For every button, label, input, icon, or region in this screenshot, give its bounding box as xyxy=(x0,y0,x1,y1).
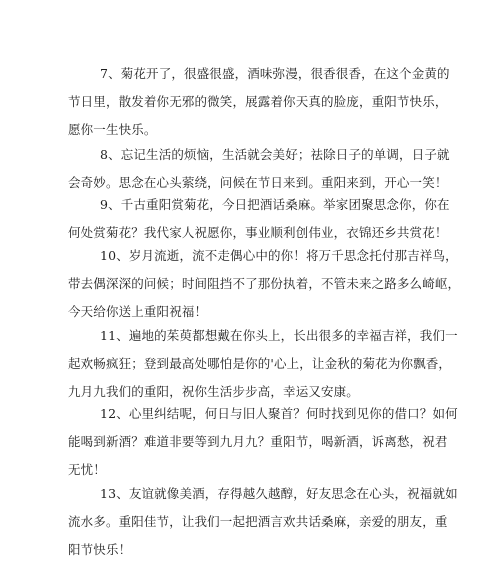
paragraph-10 xyxy=(68,242,461,326)
paragraph-line: 9、千古重阳赏菊花，今日把酒话桑麻。举家团聚思念你，你在 xyxy=(100,197,450,212)
paragraph-line: 九月九我们的重阳，祝你生活步步高，幸运又安康。 xyxy=(68,384,359,399)
paragraph-12 xyxy=(68,400,458,484)
paragraph-line: 7、菊花开了，很盛很盛，酒味弥漫，很香很香，在这个金黄的 xyxy=(100,66,450,81)
paragraph-9 xyxy=(68,191,450,247)
paragraph-line: 会奇妙。思念在心头萦绕，问候在节日来到。重阳来到，开心一笑！ xyxy=(68,175,448,190)
paragraph-7 xyxy=(68,60,450,144)
paragraph-line: 12、心里纠结呢，何日与旧人聚首？何时找到见你的借口？如何 xyxy=(100,406,458,421)
paragraph-line: 何处赏菊花？我代家人祝愿你，事业顺利创伟业，衣锦还乡共赏花！ xyxy=(68,225,448,240)
paragraph-8 xyxy=(68,141,450,197)
paragraph-line: 今天给你送上重阳祝福！ xyxy=(68,304,208,319)
paragraph-13 xyxy=(68,480,458,564)
paragraph-line: 阳节快乐！ xyxy=(68,542,132,557)
paragraph-line: 愿你一生快乐。 xyxy=(68,122,157,137)
paragraph-line: 能喝到新酒？难道非要等到九月九？重阳节，喝新酒，诉离愁，祝君 xyxy=(68,434,448,449)
paragraph-line: 13、友谊就像美酒，存得越久越醇，好友思念在心头，祝福就如 xyxy=(100,486,458,501)
paragraph-11 xyxy=(68,322,458,406)
paragraph-line: 8、忘记生活的烦恼，生活就会美好；祛除日子的单调，日子就 xyxy=(100,147,450,162)
paragraph-line: 11、遍地的茱萸都想戴在你头上，长出很多的幸福吉祥，我们一 xyxy=(100,328,458,343)
paragraph-line: 无忧！ xyxy=(68,462,106,477)
paragraph-line: 起欢畅疯狂；登到最高处哪怕是你的'心上，让金秋的菊花为你飘香， xyxy=(68,356,452,371)
paragraph-line: 带去偶深深的问候；时间阻挡不了那份执着，不管未来之路多么崎岖， xyxy=(68,276,461,291)
paragraph-line: 流水多。重阳佳节，让我们一起把酒言欢共话桑麻，亲爱的朋友，重 xyxy=(68,514,448,529)
paragraph-line: 节日里，散发着你无邪的微笑，展露着你天真的脸庞，重阳节快乐， xyxy=(68,94,448,109)
paragraph-line: 10、岁月流逝，流不走偶心中的你！将万千思念托付那吉祥鸟， xyxy=(100,248,458,263)
